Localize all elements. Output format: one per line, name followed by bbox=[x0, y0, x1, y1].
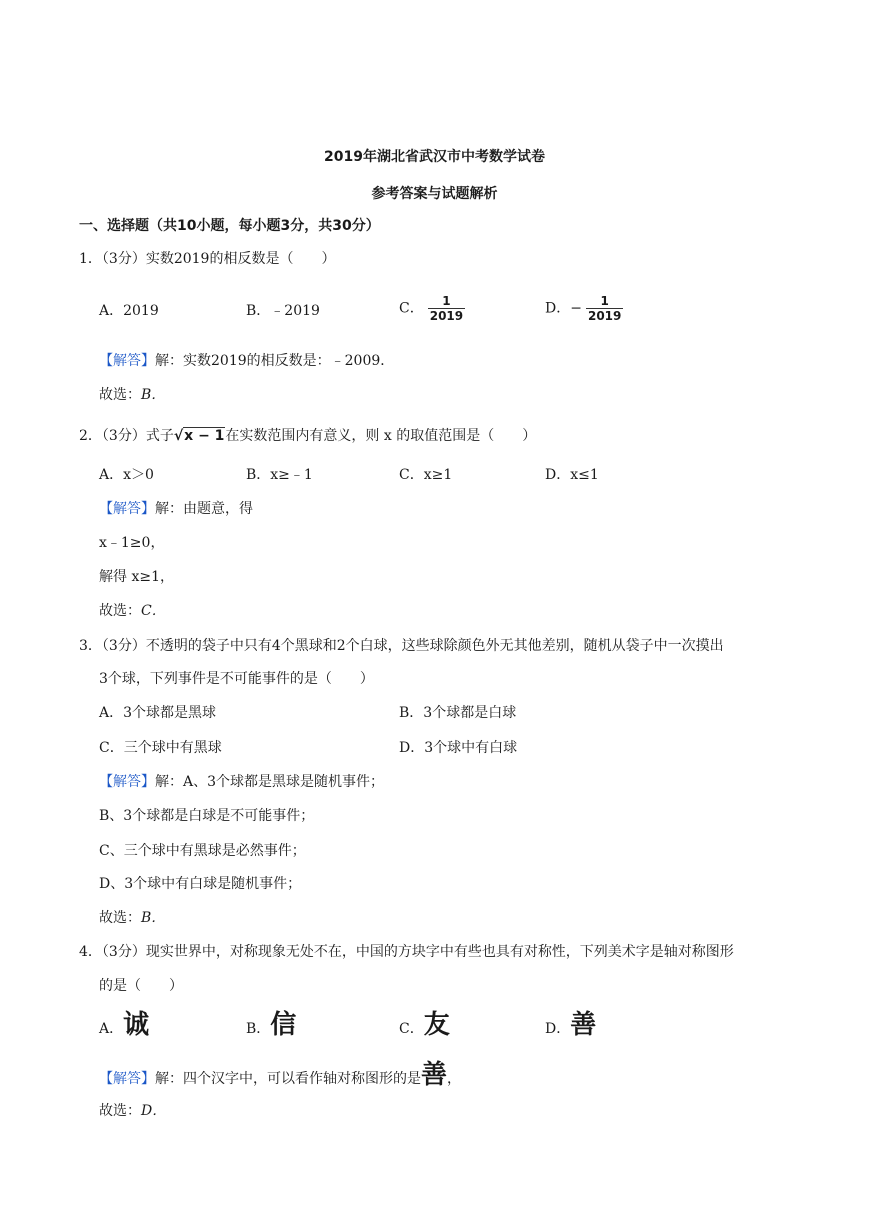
fraction-denominator: 2019 bbox=[587, 309, 622, 323]
q1-option-b: B．﹣2019 bbox=[246, 303, 320, 319]
radicand: x − 1 bbox=[184, 428, 225, 444]
q3-option-d: D．3个球中有白球 bbox=[399, 740, 518, 756]
q4-solution bbox=[99, 1060, 461, 1090]
page-subtitle: 参考答案与试题解析 bbox=[371, 186, 498, 202]
square-root: √x − 1 bbox=[173, 428, 225, 444]
fraction bbox=[586, 294, 623, 323]
art-character: 善 bbox=[421, 1060, 448, 1090]
q4-stem-line-2: 的是（ ） bbox=[99, 978, 183, 994]
q1-option-a: A．2019 bbox=[99, 303, 159, 319]
q3-stem-line-2: 3个球，下列事件是不可能事件的是（ ） bbox=[99, 671, 374, 687]
fraction-numerator: 1 bbox=[600, 294, 609, 308]
q2-option-b: B．x≥﹣1 bbox=[246, 467, 313, 483]
q3-stem-line-1: 3．（3分）不透明的袋子中只有4个黑球和2个白球，这些球除颜色外无其他差别，随机从袋子中一次摸出 bbox=[79, 638, 724, 654]
q3-solution bbox=[99, 772, 384, 792]
q1-option-c-label: C． bbox=[399, 300, 424, 317]
q1-choice bbox=[99, 385, 165, 405]
q2-option-a: A．x＞0 bbox=[99, 467, 154, 483]
q4-stem-line-1: 4．（3分）现实世界中，对称现象无处不在，中国的方块字中有些也具有对称性，下列美术字是轴对称图形 bbox=[79, 944, 734, 960]
fraction-denominator: 2019 bbox=[429, 309, 464, 323]
q1-option-c bbox=[399, 294, 465, 323]
q3-option-c: C．三个球中有黑球 bbox=[99, 740, 222, 756]
q3-solution-line-3: D、3个球中有白球是随机事件； bbox=[99, 876, 302, 892]
q4-option-b bbox=[246, 1010, 296, 1040]
choice-value: C． bbox=[141, 603, 166, 619]
q2-solution-line-1: x﹣1≥0， bbox=[99, 535, 165, 551]
page-title: 2019年湖北省武汉市中考数学试卷 bbox=[324, 149, 545, 165]
q2-solution-line-2: 解得 x≥1， bbox=[99, 569, 174, 585]
q3-solution-text: 解：A、3个球都是黑球是随机事件； bbox=[155, 774, 385, 790]
q4-option-c bbox=[399, 1010, 450, 1040]
option-label: B． bbox=[246, 1021, 271, 1037]
q1-option-d bbox=[545, 294, 623, 323]
choice-value: B． bbox=[141, 387, 166, 403]
q2-option-d: D．x≤1 bbox=[545, 467, 599, 483]
answer-tag: 【解答】 bbox=[99, 1071, 155, 1087]
q2-solution bbox=[99, 499, 253, 519]
q1-solution bbox=[99, 351, 394, 371]
q4-choice bbox=[99, 1101, 166, 1121]
answer-tag: 【解答】 bbox=[99, 501, 155, 517]
choice-value: B． bbox=[141, 910, 166, 926]
q4-option-a bbox=[99, 1010, 149, 1040]
q3-option-b: B．3个球都是白球 bbox=[399, 705, 517, 721]
q3-choice bbox=[99, 908, 165, 928]
art-character: 信 bbox=[270, 1010, 297, 1040]
choice-label: 故选： bbox=[99, 603, 141, 619]
option-label: C． bbox=[399, 1021, 424, 1037]
section-heading: 一、选择题（共10小题，每小题3分，共30分） bbox=[79, 218, 380, 234]
q4-solution-text: 解：四个汉字中，可以看作轴对称图形的是 bbox=[155, 1071, 421, 1087]
choice-label: 故选： bbox=[99, 910, 141, 926]
q3-solution-line-1: B、3个球都是白球是不可能事件； bbox=[99, 808, 315, 824]
fraction bbox=[428, 294, 465, 323]
choice-label: 故选： bbox=[99, 387, 141, 403]
q2-stem-suffix: 在实数范围内有意义，则 x 的取值范围是（ ） bbox=[225, 428, 537, 444]
q1-option-d-label: D．− bbox=[545, 300, 582, 317]
choice-label: 故选： bbox=[99, 1103, 141, 1119]
q2-choice bbox=[99, 601, 166, 621]
q1-stem: 1．（3分）实数2019的相反数是（ ） bbox=[79, 251, 336, 267]
answer-tag: 【解答】 bbox=[99, 774, 155, 790]
q4-solution-end: ， bbox=[447, 1071, 462, 1087]
art-character: 友 bbox=[423, 1010, 450, 1040]
art-character: 善 bbox=[570, 1010, 597, 1040]
q3-option-a: A．3个球都是黑球 bbox=[99, 705, 217, 721]
q2-option-c: C．x≥1 bbox=[399, 467, 453, 483]
q2-stem-prefix: 2．（3分）式子 bbox=[79, 428, 174, 444]
option-label: A． bbox=[99, 1021, 124, 1037]
answer-tag: 【解答】 bbox=[99, 353, 155, 369]
q3-solution-line-2: C、三个球中有黑球是必然事件； bbox=[99, 843, 306, 859]
fraction-numerator: 1 bbox=[442, 294, 451, 308]
choice-value: D． bbox=[141, 1103, 167, 1119]
q4-option-d bbox=[545, 1010, 596, 1040]
option-label: D． bbox=[545, 1021, 571, 1037]
q2-stem bbox=[79, 426, 536, 446]
q2-solution-text: 解：由题意，得 bbox=[155, 501, 253, 517]
art-character: 诚 bbox=[123, 1010, 150, 1040]
q1-solution-text: 解：实数2019的相反数是：﹣2009． bbox=[155, 353, 395, 369]
